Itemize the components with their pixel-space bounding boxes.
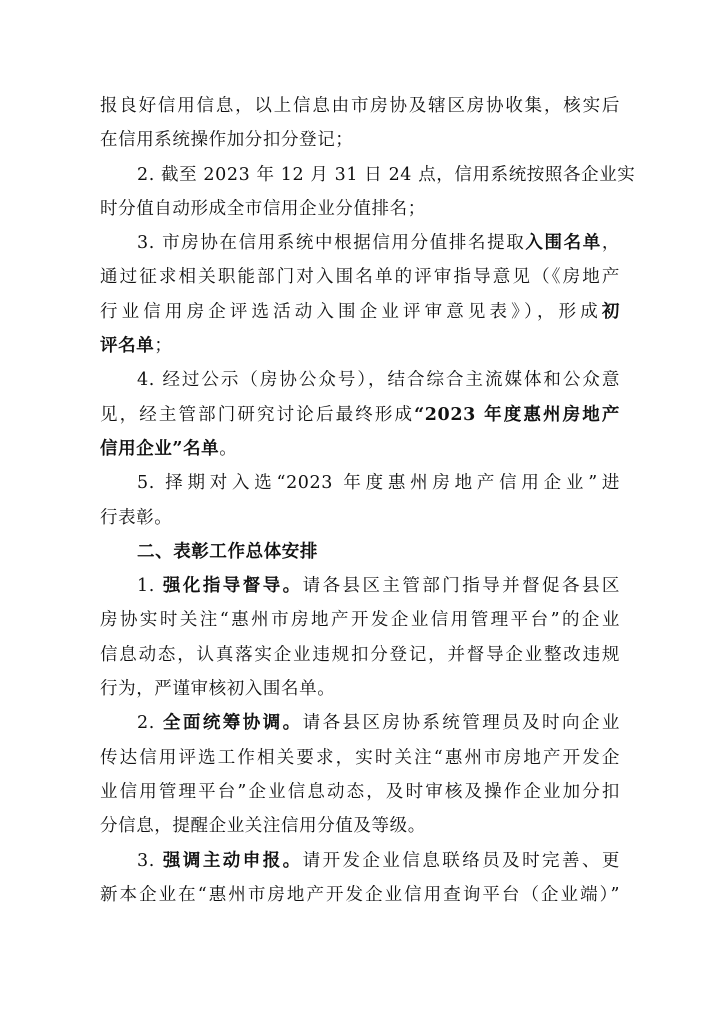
- text-line: [100, 501, 620, 535]
- line-text: 5. 择期对入选“2023 年度惠州房地产信用企业”进: [137, 473, 620, 494]
- line-text: 行业信用房企评选活动入围企业评审意见表》），形成: [100, 301, 602, 322]
- list-item-5: [100, 466, 620, 500]
- text-line: [100, 603, 620, 637]
- text-line: [100, 741, 620, 775]
- line-text: 3.: [137, 850, 163, 871]
- document-body: [100, 89, 636, 912]
- line-text: 业信用管理平台”企业信息动态，及时审核及操作企业加分扣: [100, 781, 620, 802]
- line-text: 分信息，提醒企业关注信用分值及等级。: [100, 816, 426, 837]
- line-text: 行表彰。: [100, 507, 173, 528]
- bold-text: 信用企业”名单: [100, 438, 220, 459]
- section-heading: [100, 535, 620, 569]
- list-item-3: [100, 844, 620, 878]
- line-text: 房协实时关注“惠州市房地产开发企业信用管理平台”的企业: [100, 610, 620, 631]
- text-line: [100, 638, 620, 672]
- list-item-2: [100, 158, 636, 192]
- list-item-2: [100, 706, 620, 740]
- line-text: 见，经主管部门研究讨论后最终形成: [100, 404, 415, 425]
- list-item-3: [100, 226, 620, 260]
- line-text: 1.: [137, 576, 163, 597]
- text-line: [100, 809, 620, 843]
- text-line: [100, 398, 620, 432]
- line-text: 信息动态，认真落实企业违规扣分登记，并督导企业整改违规: [100, 644, 620, 665]
- text-line: [100, 329, 620, 363]
- line-text: 时分值自动形成全市信用企业分值排名；: [100, 198, 426, 219]
- bold-text: 强化指导督导。: [162, 576, 303, 597]
- text-line: [100, 672, 620, 706]
- line-text: 请开发企业信息联络员及时完善、更: [302, 850, 621, 871]
- line-text: 4. 经过公示（房协公众号），结合综合主流媒体和公众意: [137, 370, 620, 391]
- bold-text: 入围名单: [525, 233, 602, 254]
- text-line: [100, 123, 620, 157]
- text-line: [100, 878, 620, 912]
- line-text: 2.: [137, 713, 163, 734]
- line-text: 在信用系统操作加分扣分登记；: [100, 130, 354, 151]
- list-item-1: [100, 569, 620, 603]
- line-text: 新本企业在“惠州市房地产开发企业信用查询平台（企业端）”: [100, 884, 620, 905]
- bold-text: “2023 年度惠州房地产: [414, 404, 620, 425]
- list-item-4: [100, 363, 620, 397]
- line-text: 请各县区房协系统管理员及时向企业: [302, 713, 621, 734]
- heading-text: 二、表彰工作总体安排: [137, 541, 318, 562]
- bold-text: 全面统筹协调。: [162, 713, 303, 734]
- line-text: 请各县区主管部门指导并督促各县区: [302, 576, 621, 597]
- text-line: [100, 260, 620, 294]
- line-text: ，: [601, 233, 620, 254]
- line-text: 3. 市房协在信用系统中根据信用分值排名提取: [137, 233, 526, 254]
- bold-text: 评名单: [100, 336, 155, 357]
- line-text: 。: [219, 438, 238, 459]
- text-line: [100, 295, 620, 329]
- text-line: [100, 432, 620, 466]
- text-line: [100, 89, 620, 123]
- bold-text: 初: [601, 301, 620, 322]
- line-text: 行为，严谨审核初入围名单。: [100, 679, 336, 700]
- text-line: [100, 775, 620, 809]
- line-text: ；: [154, 336, 173, 357]
- text-line: [100, 192, 620, 226]
- line-text: 2. 截至 2023 年 12 月 31 日 24 点，信用系统按照各企业实: [137, 164, 636, 185]
- line-text: 报良好信用信息，以上信息由市房协及辖区房协收集，核实后: [100, 96, 620, 116]
- bold-text: 强调主动申报。: [162, 850, 303, 871]
- line-text: 传达信用评选工作相关要求，实时关注“惠州市房地产开发企: [100, 747, 620, 768]
- line-text: 通过征求相关职能部门对入围名单的评审指导意见（《房地产: [100, 267, 620, 288]
